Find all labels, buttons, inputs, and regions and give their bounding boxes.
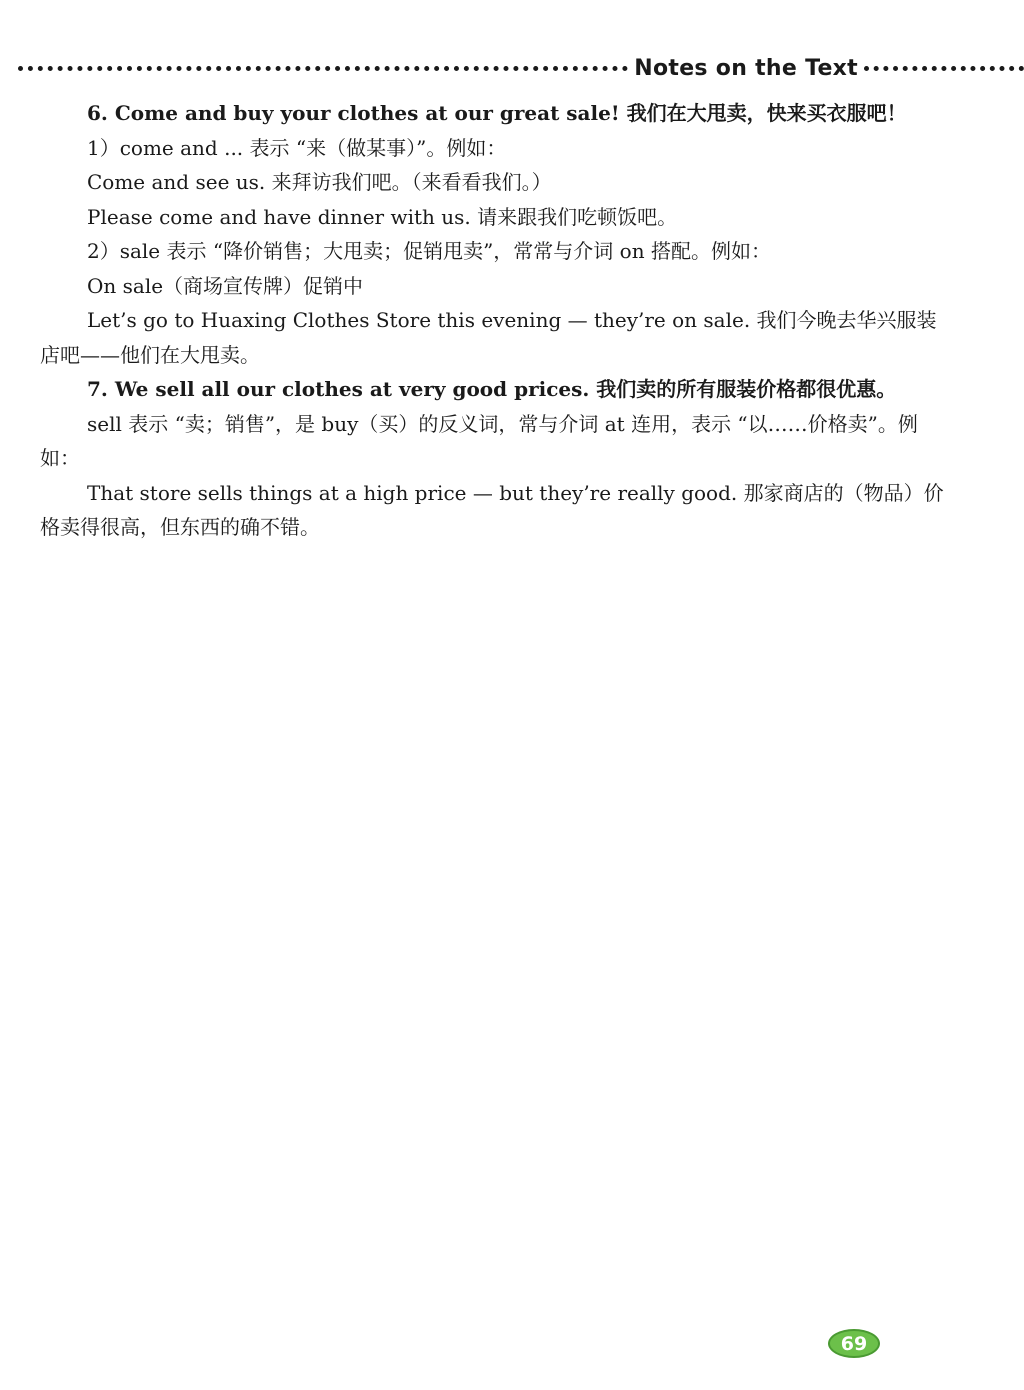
section-title: Notes on the Text [634, 55, 858, 81]
running-header [18, 52, 1024, 84]
page-number-badge: 69 [828, 1329, 880, 1358]
note-example: Please come and have dinner with us. 请来跟我们吃顿饭吧。 [87, 204, 678, 229]
note-paragraph: sell 表示 “卖；销售”，是 buy（买）的反义词，常与介词 at 连用，表示 “以……价格卖”。例如： [40, 411, 918, 470]
note-heading: 7. We sell all our clothes at very good prices. 我们卖的所有服装价格都很优惠。 [87, 377, 897, 401]
note-example: That store sells things at a high price — but they’re really good. 那家商店的（物品）价格卖得很高，但东西的确不错。 [40, 480, 944, 539]
note-paragraph: 1）come and ... 表示 “来（做某事）”。例如： [87, 135, 507, 160]
note-heading: 6. Come and buy your clothes at our great sale! 我们在大甩卖，快来买衣服吧！ [87, 101, 907, 125]
note-example: On sale（商场宣传牌）促销中 [87, 273, 364, 298]
dotted-rule-left [18, 66, 628, 71]
note-paragraph: 2）sale 表示 “降价销售；大甩卖；促销甩卖”，常常与介词 on 搭配。例如： [87, 239, 771, 263]
notes-body [40, 96, 952, 545]
note-example: Let’s go to Huaxing Clothes Store this evening — they’re on sale. 我们今晚去华兴服装店吧——他们在大甩卖。 [40, 308, 937, 367]
dotted-rule-right [864, 66, 1024, 71]
note-example: Come and see us. 来拜访我们吧。（来看看我们。） [87, 170, 552, 194]
